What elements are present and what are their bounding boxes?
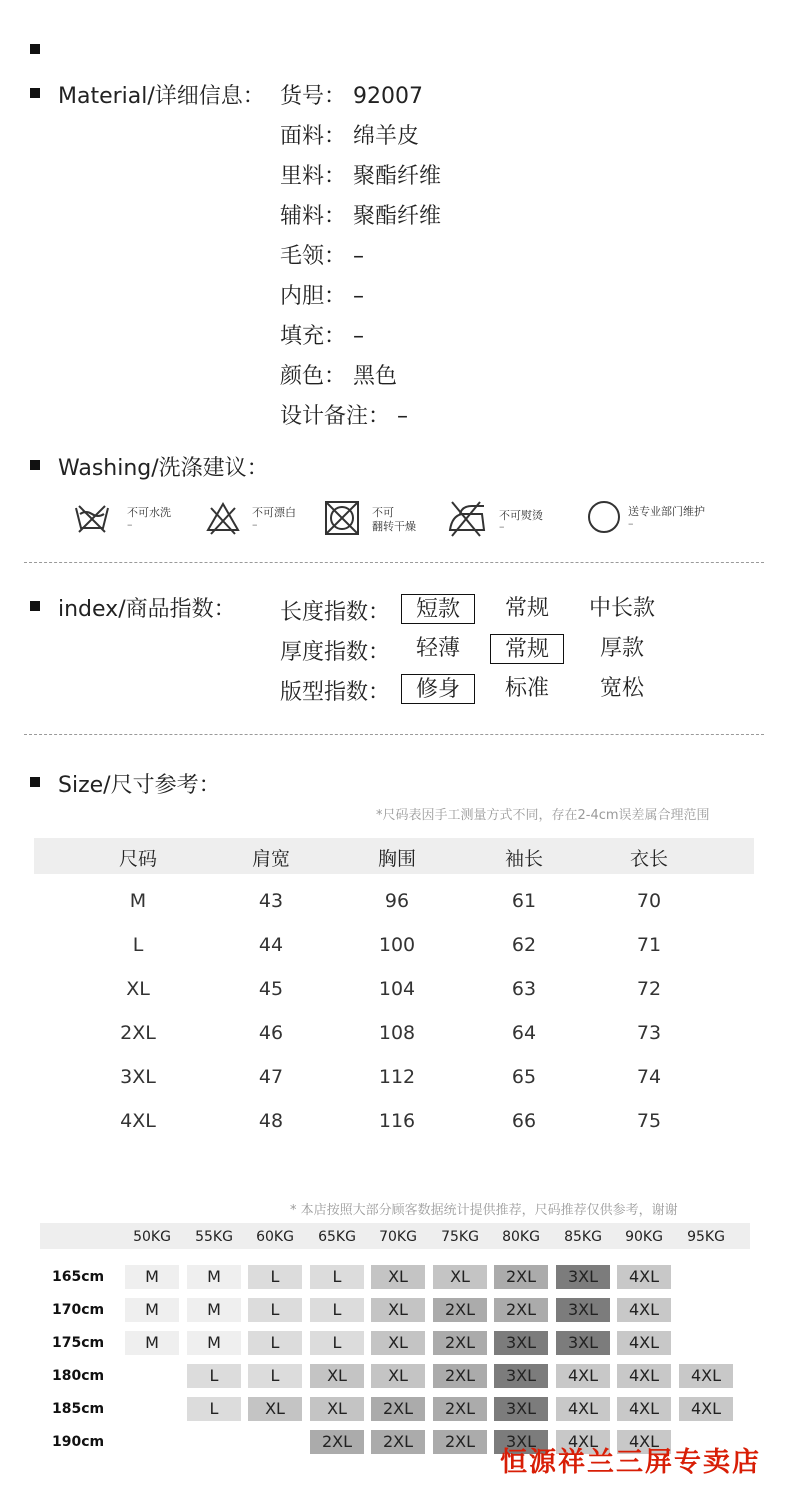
recommended-size-cell: XL (310, 1364, 364, 1388)
size-cell: 44 (258, 934, 284, 956)
recommended-size-cell: 2XL (371, 1430, 425, 1454)
material-row: 内胆： – (280, 284, 364, 309)
size-cell: L (132, 934, 144, 956)
wash-label: 送专业部门维护 (628, 505, 705, 518)
recommended-size-cell: 4XL (617, 1364, 671, 1388)
divider (24, 734, 764, 735)
index-option: 标准 (504, 676, 549, 701)
recommended-size-cell: 2XL (494, 1298, 548, 1322)
height-label: 185cm (52, 1401, 105, 1417)
height-label: 180cm (52, 1368, 105, 1384)
size-cell: 72 (636, 978, 662, 1000)
no-iron-icon (444, 498, 490, 538)
divider (24, 562, 764, 563)
size-cell: M (129, 890, 147, 912)
wash-label: 不可熨烫 (499, 509, 543, 522)
height-label: 190cm (52, 1434, 105, 1450)
recommended-size-cell: 3XL (494, 1430, 548, 1454)
size-cell: 62 (511, 934, 537, 956)
recommended-size-cell: 2XL (494, 1265, 548, 1289)
index-row-label: 厚度指数： (280, 640, 391, 665)
recommended-size-cell: 4XL (679, 1364, 733, 1388)
material-row: 填充： – (280, 324, 364, 349)
recommended-size-cell: L (310, 1265, 364, 1289)
size-cell: 71 (636, 934, 662, 956)
weight-label: 70KG (379, 1229, 417, 1245)
material-row: 颜色： 黑色 (280, 364, 397, 389)
recommended-size-cell: 4XL (617, 1397, 671, 1421)
recommended-size-cell: XL (433, 1265, 487, 1289)
recommended-size-cell: 3XL (494, 1331, 548, 1355)
size-cell: 112 (378, 1066, 416, 1088)
recommended-size-cell: M (187, 1298, 241, 1322)
size-cell: 65 (511, 1066, 537, 1088)
material-row: 辅料： 聚酯纤维 (280, 204, 441, 229)
size-cell: 43 (258, 890, 284, 912)
index-option: 中长款 (588, 596, 655, 621)
index-option: 宽松 (599, 676, 644, 701)
recommended-size-cell: 4XL (679, 1397, 733, 1421)
weight-label: 60KG (256, 1229, 294, 1245)
recommended-size-cell: 3XL (494, 1364, 548, 1388)
index-heading: index/商品指数： (58, 597, 236, 622)
recommended-size-cell: L (248, 1265, 302, 1289)
index-row-label: 长度指数： (280, 600, 391, 625)
recommended-size-cell: 2XL (433, 1298, 487, 1322)
size-cell: 3XL (120, 1066, 156, 1088)
recommended-size-cell: M (125, 1331, 179, 1355)
size-cell: 100 (378, 934, 416, 956)
size-column-header: 袖长 (504, 848, 543, 870)
material-row: 里料： 聚酯纤维 (280, 164, 441, 189)
size-cell: 48 (258, 1110, 284, 1132)
recommended-size-cell: XL (371, 1364, 425, 1388)
no-wash-icon (72, 498, 112, 538)
weight-label: 90KG (625, 1229, 663, 1245)
recommended-size-cell: 4XL (556, 1364, 610, 1388)
recommended-size-cell: 2XL (433, 1364, 487, 1388)
recommended-size-cell: 3XL (556, 1265, 610, 1289)
size-cell: 108 (378, 1022, 416, 1044)
weight-label: 55KG (195, 1229, 233, 1245)
size-column-header: 肩宽 (251, 848, 290, 870)
index-option-selected: 短款 (401, 594, 475, 624)
size-cell: 116 (378, 1110, 416, 1132)
recommended-size-cell: 4XL (556, 1430, 610, 1454)
size-cell: 63 (511, 978, 537, 1000)
recommended-size-cell: L (310, 1331, 364, 1355)
recommended-size-cell: L (248, 1331, 302, 1355)
recommended-size-cell: 2XL (433, 1331, 487, 1355)
recommended-size-cell: M (187, 1265, 241, 1289)
size-cell: 64 (511, 1022, 537, 1044)
height-label: 170cm (52, 1302, 105, 1318)
size-cell: 66 (511, 1110, 537, 1132)
recommended-size-cell: L (187, 1397, 241, 1421)
material-row: 面料： 绵羊皮 (280, 124, 419, 149)
height-label: 175cm (52, 1335, 105, 1351)
recommended-size-cell: XL (371, 1265, 425, 1289)
wash-sub: – (628, 517, 634, 530)
size-cell: 70 (636, 890, 662, 912)
recommended-size-cell: 3XL (494, 1397, 548, 1421)
weight-label: 65KG (318, 1229, 356, 1245)
wash-sub: – (127, 518, 133, 531)
recommended-size-cell: 4XL (556, 1397, 610, 1421)
wash-label: 不可水洗 (127, 506, 171, 519)
recommended-size-cell: L (310, 1298, 364, 1322)
weight-label: 85KG (564, 1229, 602, 1245)
size-cell: 73 (636, 1022, 662, 1044)
material-row: 设计备注： – (280, 404, 408, 429)
wash-label: 不可 (372, 506, 394, 519)
wash-sub: – (499, 520, 505, 533)
size-column-header: 胸围 (377, 848, 416, 870)
size-cell: 46 (258, 1022, 284, 1044)
size-cell: 4XL (120, 1110, 156, 1132)
index-option: 厚款 (599, 636, 644, 661)
recommended-size-cell: XL (371, 1331, 425, 1355)
wash-label: 不可漂白 (252, 506, 296, 519)
recommended-size-cell: M (125, 1298, 179, 1322)
washing-bullet (30, 460, 40, 470)
size-column-header: 衣长 (629, 848, 668, 870)
weight-label: 80KG (502, 1229, 540, 1245)
index-row-label: 版型指数： (280, 680, 391, 705)
weight-label: 95KG (687, 1229, 725, 1245)
index-bullet (30, 601, 40, 611)
size-cell: 47 (258, 1066, 284, 1088)
recommended-size-cell: L (248, 1364, 302, 1388)
washing-heading: Washing/洗涤建议： (58, 456, 269, 481)
weight-label: 75KG (441, 1229, 479, 1245)
size-cell: 96 (384, 890, 410, 912)
recommended-size-cell: 2XL (433, 1397, 487, 1421)
size-cell: 61 (511, 890, 537, 912)
recommend-note: * 本店按照大部分顾客数据统计提供推荐，尺码推荐仅供参考，谢谢 (290, 1203, 678, 1218)
size-note: *尺码表因手工测量方式不同，存在2-4cm误差属合理范围 (376, 808, 710, 823)
material-row: 货号： 92007 (280, 84, 423, 109)
wash-sub: – (252, 518, 258, 531)
no-tumble-dry-icon (322, 498, 362, 538)
recommended-size-cell: L (248, 1298, 302, 1322)
size-cell: 2XL (120, 1022, 156, 1044)
size-cell: 45 (258, 978, 284, 1000)
wash-label-2: 翻转干燥 (372, 520, 416, 533)
recommended-size-cell: M (125, 1265, 179, 1289)
material-row: 毛领： – (280, 244, 364, 269)
size-cell: XL (126, 978, 150, 1000)
weight-label: 50KG (133, 1229, 171, 1245)
size-column-header: 尺码 (118, 848, 157, 870)
professional-care-icon (587, 498, 623, 538)
material-heading: Material/详细信息： (58, 84, 265, 109)
shop-watermark: 恒源祥兰三屏专卖店 (500, 1447, 761, 1478)
recommended-size-cell: XL (248, 1397, 302, 1421)
index-option-selected: 修身 (401, 674, 475, 704)
no-bleach-icon (205, 498, 241, 538)
recommended-size-cell: 4XL (617, 1331, 671, 1355)
size-cell: 74 (636, 1066, 662, 1088)
recommended-size-cell: 4XL (617, 1430, 671, 1454)
recommended-size-cell: 3XL (556, 1331, 610, 1355)
recommended-size-cell: 4XL (617, 1265, 671, 1289)
material-bullet (30, 88, 40, 98)
recommended-size-cell: XL (310, 1397, 364, 1421)
recommended-size-cell: 3XL (556, 1298, 610, 1322)
recommended-size-cell: L (187, 1364, 241, 1388)
recommended-size-cell: XL (371, 1298, 425, 1322)
size-bullet (30, 777, 40, 787)
height-label: 165cm (52, 1269, 105, 1285)
recommended-size-cell: 2XL (433, 1430, 487, 1454)
recommended-size-cell: 2XL (371, 1397, 425, 1421)
index-option: 常规 (504, 596, 549, 621)
index-option-selected: 常规 (490, 634, 564, 664)
recommended-size-cell: M (187, 1331, 241, 1355)
recommended-size-cell: 4XL (617, 1298, 671, 1322)
top-bullet (30, 44, 40, 54)
size-cell: 75 (636, 1110, 662, 1132)
index-option: 轻薄 (415, 636, 460, 661)
size-cell: 104 (378, 978, 416, 1000)
size-heading: Size/尺寸参考： (58, 773, 221, 798)
recommended-size-cell: 2XL (310, 1430, 364, 1454)
